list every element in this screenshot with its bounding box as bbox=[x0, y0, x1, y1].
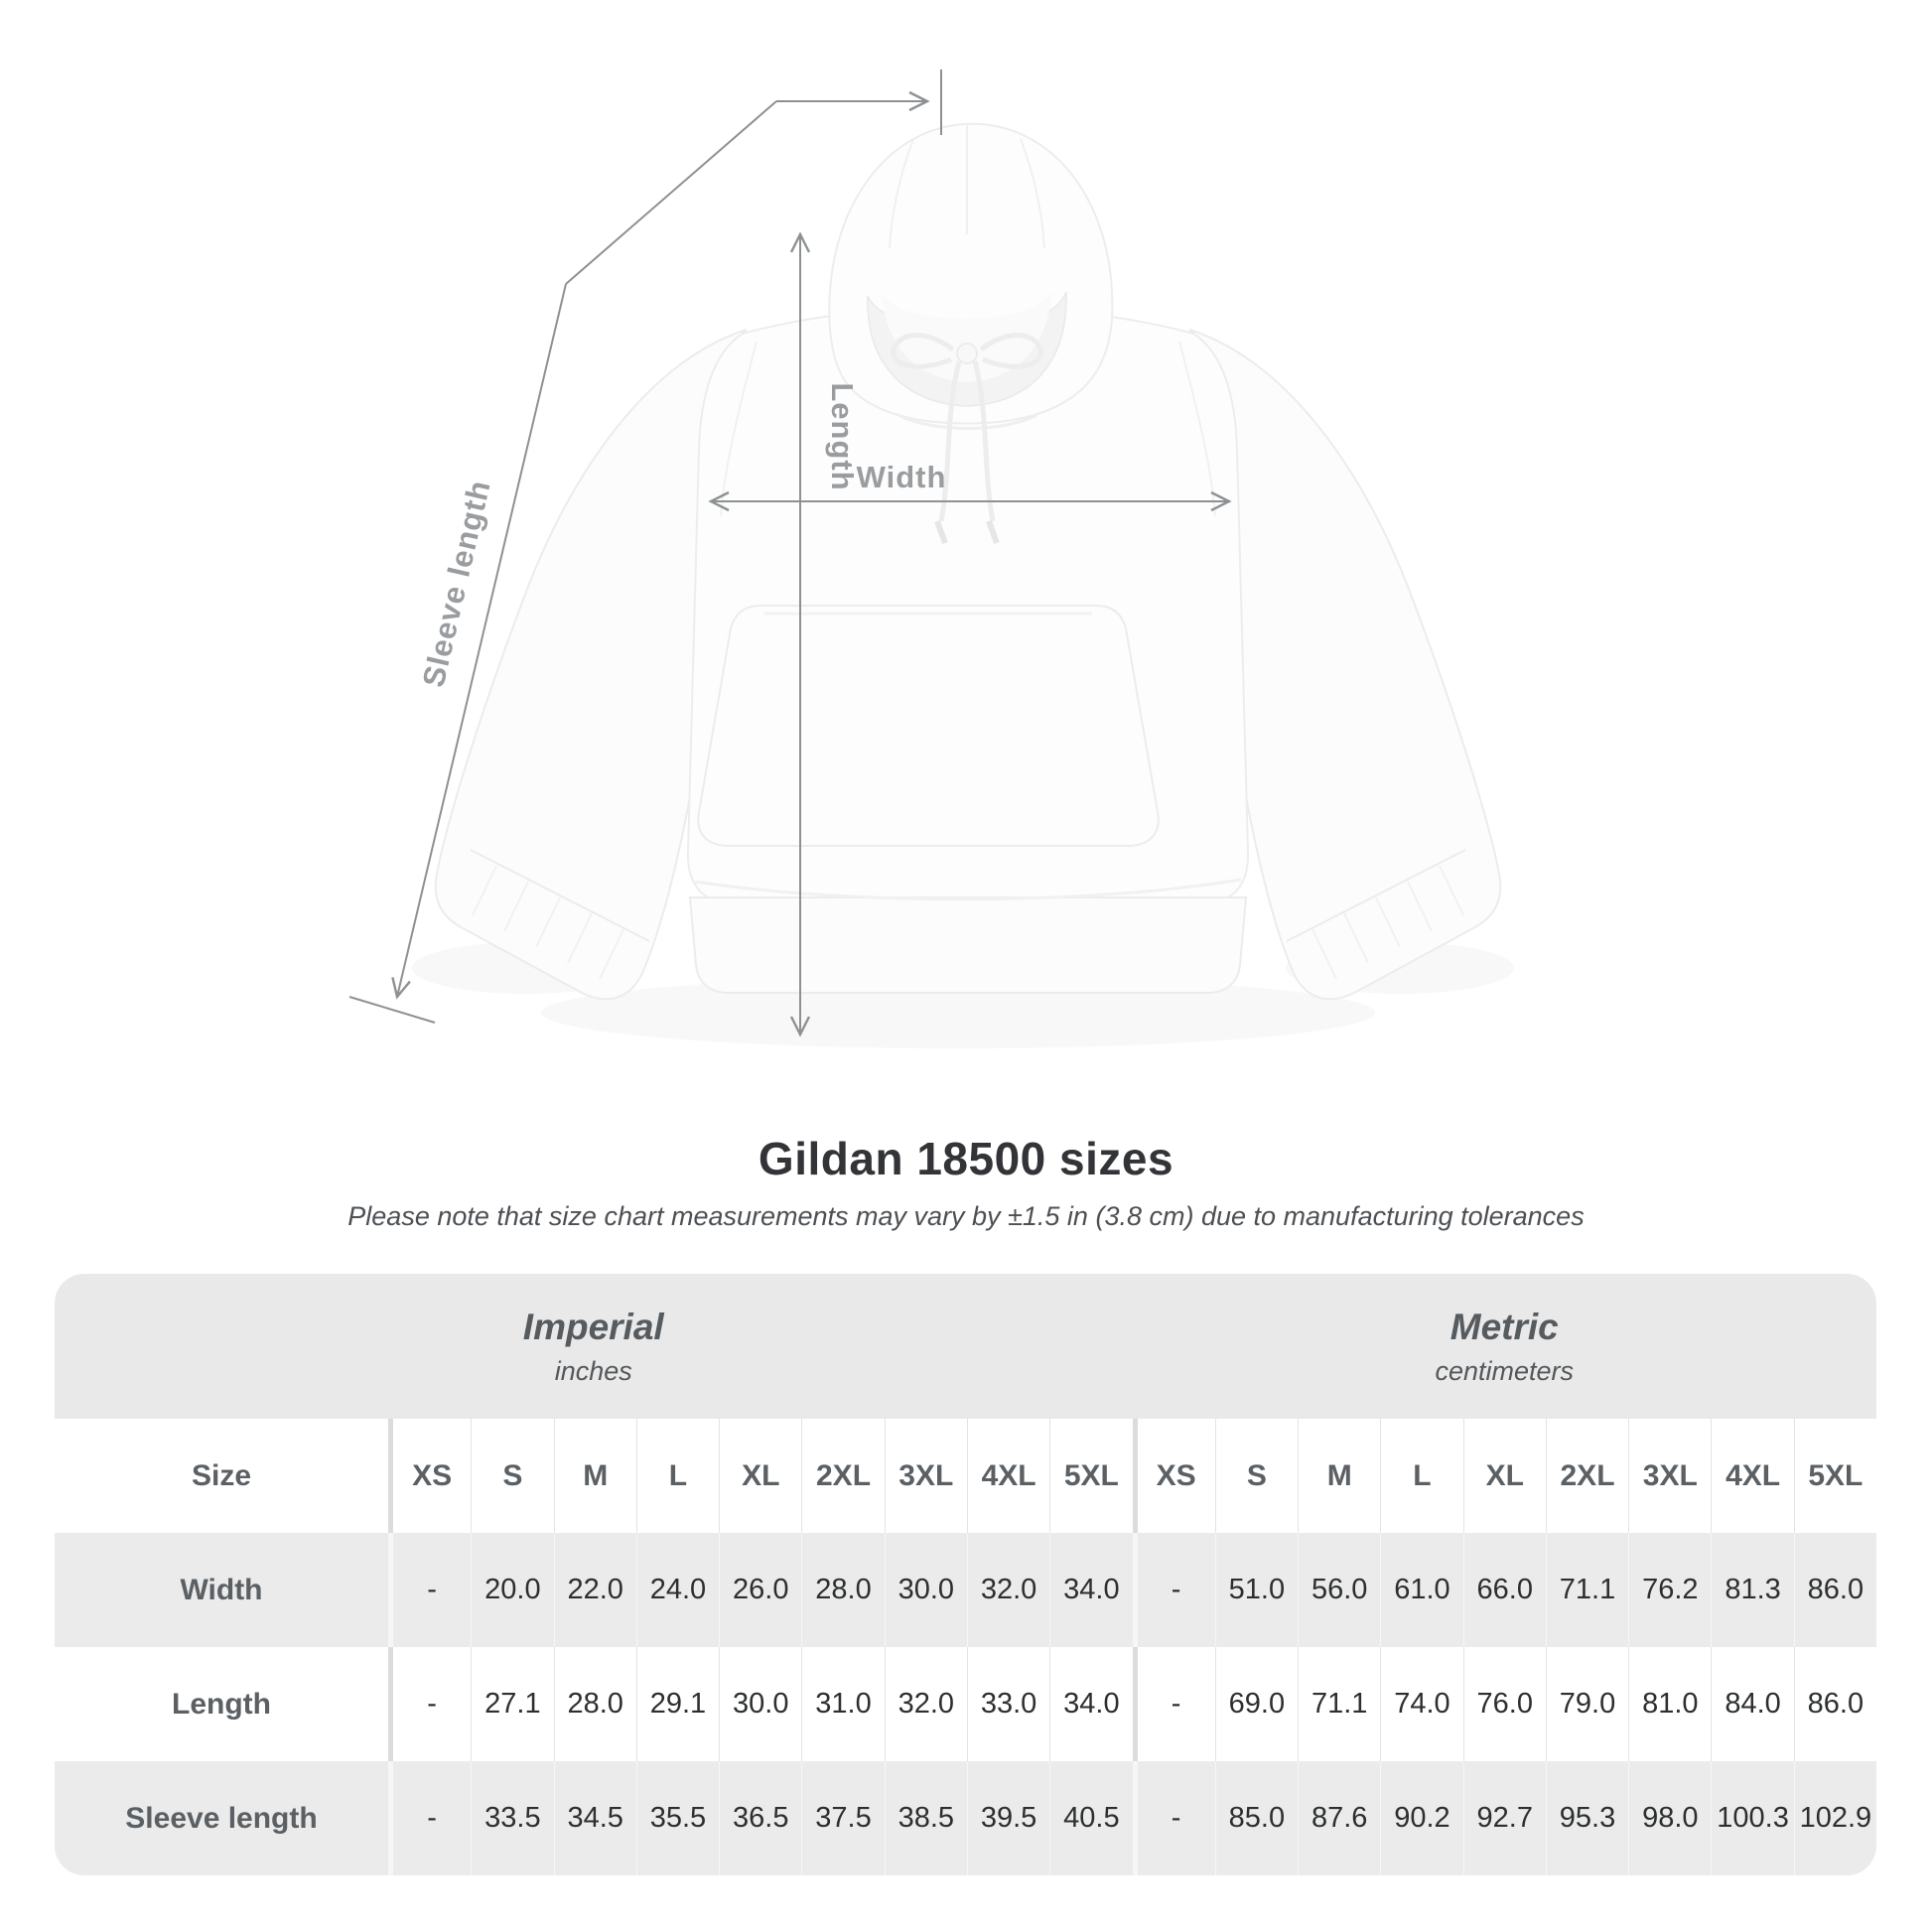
size-header-l-metric: L bbox=[1380, 1419, 1462, 1533]
length-m-metric-value: 71.1 bbox=[1298, 1647, 1380, 1761]
sleeve-length-l-metric-value: 90.2 bbox=[1380, 1761, 1462, 1875]
size-header-row bbox=[55, 1419, 1876, 1533]
length-3xl-imperial-value: 32.0 bbox=[885, 1647, 967, 1761]
sleeve-length-xs-imperial-value: - bbox=[388, 1761, 471, 1875]
sleeve-length-m-metric-value: 87.6 bbox=[1298, 1761, 1380, 1875]
width-xl-imperial-value: 26.0 bbox=[719, 1533, 801, 1647]
width-m-metric-value: 56.0 bbox=[1298, 1533, 1380, 1647]
metric-group-header bbox=[1133, 1274, 1877, 1419]
sleeve-length-3xl-imperial-value: 38.5 bbox=[885, 1761, 967, 1875]
length-5xl-metric-value: 86.0 bbox=[1794, 1647, 1876, 1761]
sleeve-length-m-imperial-value: 34.5 bbox=[554, 1761, 636, 1875]
width-5xl-metric-value: 86.0 bbox=[1794, 1533, 1876, 1647]
width-4xl-metric-value: 81.3 bbox=[1711, 1533, 1793, 1647]
sleeve-length-l-imperial-value: 35.5 bbox=[636, 1761, 719, 1875]
length-l-imperial-value: 29.1 bbox=[636, 1647, 719, 1761]
unit-group-header bbox=[55, 1274, 1876, 1419]
length-xl-imperial-value: 30.0 bbox=[719, 1647, 801, 1761]
length-xl-metric-value: 76.0 bbox=[1463, 1647, 1546, 1761]
size-header-s-imperial: S bbox=[471, 1419, 553, 1533]
width-m-imperial-value: 22.0 bbox=[554, 1533, 636, 1647]
hoodie-pocket bbox=[698, 606, 1159, 846]
size-header-3xl-metric: 3XL bbox=[1628, 1419, 1711, 1533]
size-header-xl-imperial: XL bbox=[719, 1419, 801, 1533]
sleeve-measure-bottom-tick bbox=[349, 997, 435, 1023]
length-s-metric-value: 69.0 bbox=[1215, 1647, 1298, 1761]
hoodie-illustration bbox=[436, 124, 1501, 1000]
length-xs-metric-value: - bbox=[1133, 1647, 1215, 1761]
size-header-5xl-imperial: 5XL bbox=[1049, 1419, 1132, 1533]
sleeve-length-2xl-metric-value: 95.3 bbox=[1546, 1761, 1628, 1875]
length-2xl-metric-value: 79.0 bbox=[1546, 1647, 1628, 1761]
length-row bbox=[55, 1647, 1876, 1761]
length-4xl-metric-value: 84.0 bbox=[1711, 1647, 1793, 1761]
width-3xl-metric-value: 76.2 bbox=[1628, 1533, 1711, 1647]
length-2xl-imperial-value: 31.0 bbox=[801, 1647, 884, 1761]
sleeve-length-2xl-imperial-value: 37.5 bbox=[801, 1761, 884, 1875]
length-l-metric-value: 74.0 bbox=[1380, 1647, 1462, 1761]
sleeve-length-s-imperial-value: 33.5 bbox=[471, 1761, 553, 1875]
hoodie-hem bbox=[690, 897, 1246, 993]
size-table-rows bbox=[55, 1419, 1876, 1875]
length-xs-imperial-value: - bbox=[388, 1647, 471, 1761]
sleeve-length-s-metric-value: 85.0 bbox=[1215, 1761, 1298, 1875]
size-column-header: Size bbox=[191, 1458, 252, 1492]
size-header-m-metric: M bbox=[1298, 1419, 1380, 1533]
sleeve-length-3xl-metric-value: 98.0 bbox=[1628, 1761, 1711, 1875]
sleeve-length-4xl-imperial-value: 39.5 bbox=[967, 1761, 1049, 1875]
width-label: Width bbox=[856, 460, 947, 494]
sleeve-length-5xl-imperial-value: 40.5 bbox=[1049, 1761, 1132, 1875]
size-header-xs-imperial: XS bbox=[388, 1419, 471, 1533]
width-4xl-imperial-value: 32.0 bbox=[967, 1533, 1049, 1647]
page-title: Gildan 18500 sizes bbox=[758, 1133, 1174, 1184]
width-row bbox=[55, 1533, 1876, 1647]
size-header-4xl-metric: 4XL bbox=[1711, 1419, 1793, 1533]
width-2xl-imperial-value: 28.0 bbox=[801, 1533, 884, 1647]
width-xl-metric-value: 66.0 bbox=[1463, 1533, 1546, 1647]
width-l-imperial-value: 24.0 bbox=[636, 1533, 719, 1647]
width-row-label: Width bbox=[180, 1573, 263, 1606]
length-m-imperial-value: 28.0 bbox=[554, 1647, 636, 1761]
sleeve-length-row bbox=[55, 1761, 1876, 1875]
size-header-l-imperial: L bbox=[636, 1419, 719, 1533]
width-xs-metric-value: - bbox=[1133, 1533, 1215, 1647]
imperial-group-name: Imperial bbox=[522, 1306, 664, 1347]
sleeve-length-4xl-metric-value: 100.3 bbox=[1711, 1761, 1793, 1875]
width-xs-imperial-value: - bbox=[388, 1533, 471, 1647]
imperial-group-unit: inches bbox=[554, 1355, 632, 1386]
sleeve-measure-upper-diagonal bbox=[566, 101, 776, 284]
size-header-3xl-imperial: 3XL bbox=[885, 1419, 967, 1533]
size-header-s-metric: S bbox=[1215, 1419, 1298, 1533]
length-label: Length bbox=[825, 382, 860, 491]
sleeve-length-xs-metric-value: - bbox=[1133, 1761, 1215, 1875]
width-s-imperial-value: 20.0 bbox=[471, 1533, 553, 1647]
width-2xl-metric-value: 71.1 bbox=[1546, 1533, 1628, 1647]
sleeve-length-xl-imperial-value: 36.5 bbox=[719, 1761, 801, 1875]
size-table bbox=[55, 1274, 1876, 1875]
width-3xl-imperial-value: 30.0 bbox=[885, 1533, 967, 1647]
tolerance-note: Please note that size chart measurements may vary by ±1.5 in (3.8 cm) due to manufacturing tolerances bbox=[347, 1201, 1585, 1231]
width-s-metric-value: 51.0 bbox=[1215, 1533, 1298, 1647]
size-header-2xl-imperial: 2XL bbox=[801, 1419, 884, 1533]
length-5xl-imperial-value: 34.0 bbox=[1049, 1647, 1132, 1761]
imperial-group-header bbox=[55, 1274, 1133, 1419]
width-l-metric-value: 61.0 bbox=[1380, 1533, 1462, 1647]
size-header-4xl-imperial: 4XL bbox=[967, 1419, 1049, 1533]
sleeve-length-row-label: Sleeve length bbox=[125, 1801, 318, 1835]
size-header-2xl-metric: 2XL bbox=[1546, 1419, 1628, 1533]
sleeve-length-label: Sleeve length bbox=[415, 476, 497, 691]
size-header-xl-metric: XL bbox=[1463, 1419, 1546, 1533]
sleeve-length-5xl-metric-value: 102.9 bbox=[1794, 1761, 1876, 1875]
metric-group-name: Metric bbox=[1449, 1306, 1559, 1347]
size-header-m-imperial: M bbox=[554, 1419, 636, 1533]
length-4xl-imperial-value: 33.0 bbox=[967, 1647, 1049, 1761]
width-5xl-imperial-value: 34.0 bbox=[1049, 1533, 1132, 1647]
length-3xl-metric-value: 81.0 bbox=[1628, 1647, 1711, 1761]
metric-group-unit: centimeters bbox=[1435, 1355, 1575, 1386]
size-header-xs-metric: XS bbox=[1133, 1419, 1215, 1533]
sleeve-length-xl-metric-value: 92.7 bbox=[1463, 1761, 1546, 1875]
length-s-imperial-value: 27.1 bbox=[471, 1647, 553, 1761]
length-row-label: Length bbox=[172, 1687, 271, 1721]
size-header-5xl-metric: 5XL bbox=[1794, 1419, 1876, 1533]
